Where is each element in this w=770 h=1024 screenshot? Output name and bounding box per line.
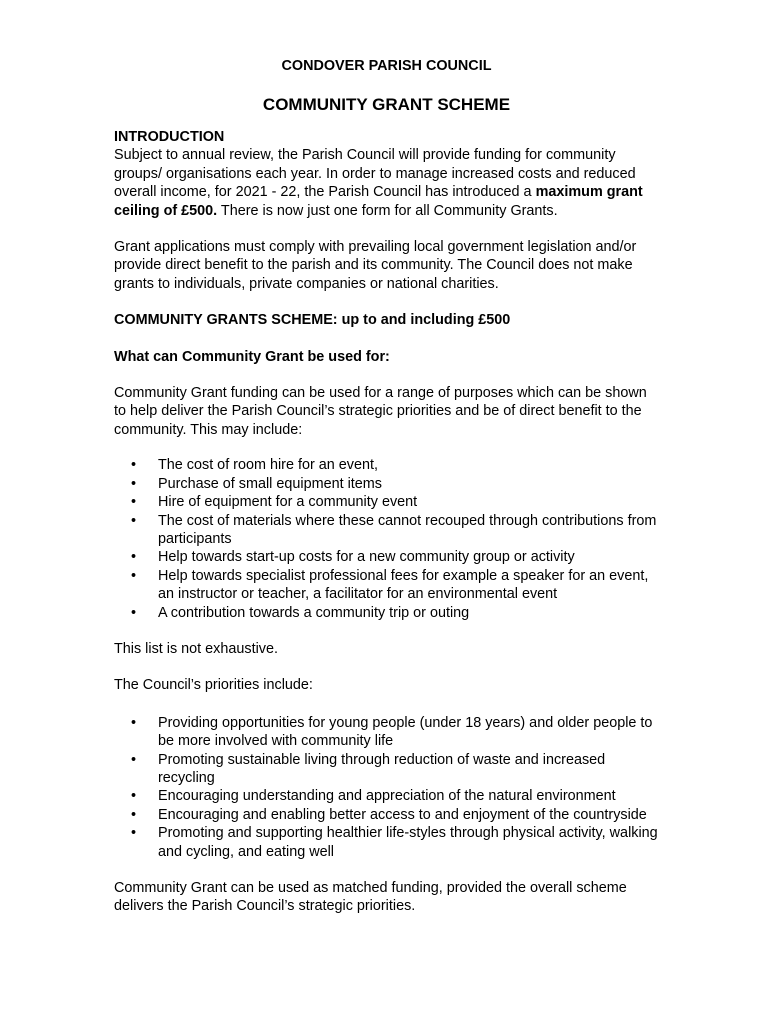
uses-heading: What can Community Grant be used for: (114, 348, 390, 365)
priorities-list (114, 714, 659, 861)
matched-funding-paragraph: Community Grant can be used as matched funding, provided the overall scheme delivers the Parish Council’s strategic priorities. (114, 880, 627, 915)
introduction-paragraph (114, 146, 659, 220)
bullet-icon: • (131, 604, 137, 621)
bullet-icon: • (131, 751, 137, 768)
uses-intro: Community Grant funding can be used for a range of purposes which can be shown to help deliver the Parish Council’s strategic priorities and be of direct benefit to the community. This may include: (114, 385, 647, 438)
intro-text-end: There is now just one form for all Community Grants. (217, 202, 558, 219)
not-exhaustive-note: This list is not exhaustive. (114, 640, 278, 657)
grant-ceiling-text: maximum grant ceiling of £500. (114, 184, 643, 219)
list-item: • The cost of materials where these cannot recouped through contributions from participants (131, 512, 657, 547)
document-title: COMMUNITY GRANT SCHEME (262, 95, 511, 114)
list-item: • Promoting sustainable living through reduction of waste and increased recycling (131, 751, 606, 786)
bullet-icon: • (131, 806, 137, 823)
scheme-heading: COMMUNITY GRANTS SCHEME: up to and including £500 (114, 312, 511, 329)
bullet-icon: • (131, 475, 137, 492)
intro-text-start: Subject to annual review, the Parish Council will provide funding for community groups/ organisations each year. In order to manage increased costs and reduced overall income, for 2021 - 22, the Parish Council has introduced a (114, 147, 636, 201)
list-item: • A contribution towards a community trip or outing (131, 604, 470, 621)
bullet-icon: • (131, 512, 137, 529)
bullet-icon: • (131, 788, 137, 805)
introduction-heading: INTRODUCTION (114, 129, 225, 145)
list-item: • Help towards start-up costs for a new community group or activity (131, 549, 575, 566)
list-item: • Encouraging understanding and appreciation of the natural environment (131, 788, 616, 805)
bullet-icon: • (131, 494, 137, 511)
list-item: • Encouraging and enabling better access to and enjoyment of the countryside (131, 806, 647, 823)
list-item: • Hire of equipment for a community event (131, 494, 418, 511)
bullet-icon: • (131, 567, 137, 584)
bullet-icon: • (131, 714, 137, 731)
list-item: • Promoting and supporting healthier life-styles through physical activity, walking and cycling, and eating well (131, 825, 658, 860)
list-item: • The cost of room hire for an event, (131, 457, 378, 474)
list-item: • Help towards specialist professional fees for example a speaker for an event, an instructor or teacher, a facilitator for an environmental event (131, 567, 649, 603)
uses-list (114, 456, 659, 622)
council-name: CONDOVER PARISH COUNCIL (281, 58, 492, 74)
legislation-paragraph: Grant applications must comply with prevailing local government legislation and/or provide direct benefit to the parish and its community. The Council does not make grants to individuals, private companies or national charities. (114, 239, 637, 292)
priorities-intro: The Council’s priorities include: (114, 677, 313, 694)
bullet-icon: • (131, 457, 137, 474)
list-item: • Providing opportunities for young people (under 18 years) and older people to be more involved with community life (131, 714, 653, 750)
bullet-icon: • (131, 825, 137, 842)
bullet-icon: • (131, 549, 137, 566)
document-body (114, 56, 659, 916)
list-item: • Purchase of small equipment items (131, 475, 382, 492)
